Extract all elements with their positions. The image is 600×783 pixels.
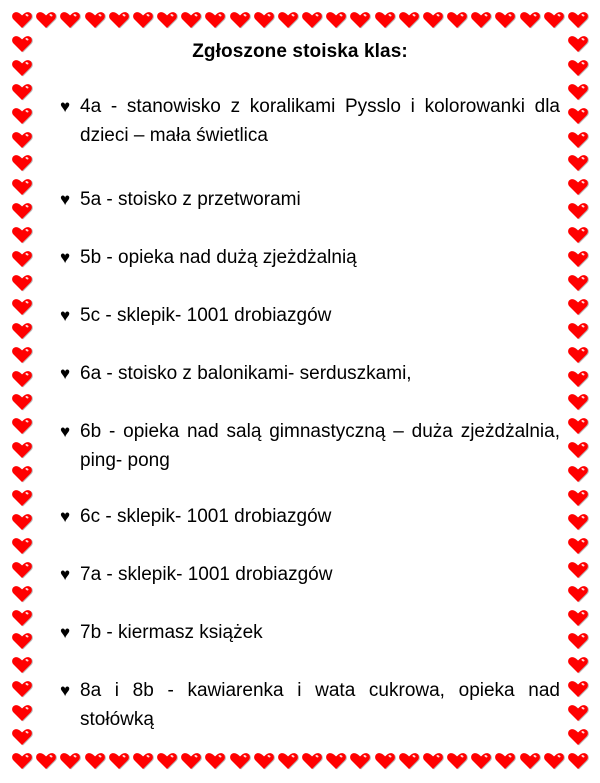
list-item-text: 6b - opieka nad salą gimnastyczną – duża zjeżdżalnia, ping- pong <box>80 421 560 471</box>
heart-icon <box>568 561 588 579</box>
heart-icon <box>326 752 346 770</box>
heart-icon <box>568 370 588 388</box>
heart-icon <box>447 752 467 770</box>
heart-bullet-icon: ♥ <box>60 364 71 383</box>
list-item-text: 6a - stoisko z balonikami- serduszkami, <box>80 363 412 384</box>
heart-icon <box>568 131 588 149</box>
heart-icon <box>568 83 588 101</box>
heart-bullet-icon: ♥ <box>60 681 71 700</box>
heart-icon <box>12 250 32 268</box>
heart-icon <box>12 585 32 603</box>
heart-icon <box>109 752 129 770</box>
heart-icon <box>109 11 129 29</box>
heart-icon <box>495 11 515 29</box>
heart-bullet-icon: ♥ <box>60 507 71 526</box>
heart-icon <box>423 11 443 29</box>
heart-icon <box>568 656 588 674</box>
heart-icon <box>423 752 443 770</box>
heart-bullet-icon: ♥ <box>60 565 71 584</box>
heart-icon <box>254 752 274 770</box>
heart-icon <box>568 704 588 722</box>
heart-icon <box>12 370 32 388</box>
heart-icon <box>471 11 491 29</box>
list-item-text: 7b - kiermasz książek <box>80 622 263 643</box>
heart-icon <box>375 752 395 770</box>
heart-icon <box>205 11 225 29</box>
heart-icon <box>278 11 298 29</box>
page-title: Zgłoszone stoiska klas: <box>192 41 408 62</box>
list-item-text: 5c - sklepik- 1001 drobiazgów <box>80 305 332 326</box>
heart-icon <box>375 11 395 29</box>
heart-icon <box>205 752 225 770</box>
heart-icon <box>568 585 588 603</box>
heart-icon <box>568 250 588 268</box>
heart-icon <box>12 11 32 29</box>
heart-icon <box>568 728 588 746</box>
heart-icon <box>133 11 153 29</box>
heart-icon <box>568 322 588 340</box>
heart-icon <box>12 154 32 172</box>
heart-icon <box>544 11 564 29</box>
heart-icon <box>12 346 32 364</box>
heart-icon <box>12 274 32 292</box>
heart-bullet-icon: ♥ <box>60 306 71 325</box>
heart-icon <box>12 322 32 340</box>
heart-icon <box>568 11 588 29</box>
list-item-text: 7a - sklepik- 1001 drobiazgów <box>80 564 333 585</box>
heart-icon <box>568 752 588 770</box>
heart-icon <box>12 680 32 698</box>
heart-icon <box>447 11 467 29</box>
heart-icon <box>326 11 346 29</box>
heart-bullet-icon: ♥ <box>60 422 71 441</box>
heart-icon <box>12 417 32 435</box>
heart-icon <box>568 202 588 220</box>
list-item <box>60 243 560 272</box>
heart-icon <box>12 656 32 674</box>
heart-icon <box>12 131 32 149</box>
heart-icon <box>12 632 32 650</box>
heart-icon <box>568 609 588 627</box>
heart-icon <box>12 489 32 507</box>
heart-icon <box>302 11 322 29</box>
heart-icon <box>12 704 32 722</box>
heart-icon <box>568 465 588 483</box>
heart-icon <box>12 561 32 579</box>
heart-icon <box>12 178 32 196</box>
heart-icon <box>12 609 32 627</box>
heart-icon <box>60 11 80 29</box>
heart-icon <box>254 11 274 29</box>
heart-icon <box>85 11 105 29</box>
heart-icon <box>350 11 370 29</box>
heart-icon <box>12 752 32 770</box>
heart-icon <box>133 752 153 770</box>
heart-icon <box>36 11 56 29</box>
heart-icon <box>12 107 32 125</box>
heart-icon <box>230 11 250 29</box>
heart-icon <box>181 752 201 770</box>
heart-icon <box>568 274 588 292</box>
list-item <box>60 618 560 647</box>
heart-icon <box>495 752 515 770</box>
heart-icon <box>12 537 32 555</box>
heart-icon <box>230 752 250 770</box>
heart-icon <box>302 752 322 770</box>
list-item-text: 4a - stanowisko z koralikami Pysslo i kolorowanki dla dzieci – mała świetlica <box>80 96 560 146</box>
list-item <box>60 560 560 589</box>
heart-icon <box>12 728 32 746</box>
heart-icon <box>60 752 80 770</box>
heart-bullet-icon: ♥ <box>60 623 71 642</box>
list-item-text: 8a i 8b - kawiarenka i wata cukrowa, opieka nad stołówką <box>80 680 560 730</box>
heart-icon <box>12 393 32 411</box>
list-item <box>60 301 560 330</box>
heart-icon <box>568 441 588 459</box>
list-item-text: 5b - opieka nad dużą zjeżdżalnią <box>80 247 357 268</box>
heart-icon <box>85 752 105 770</box>
heart-icon <box>399 752 419 770</box>
heart-icon <box>181 11 201 29</box>
heart-icon <box>12 83 32 101</box>
heart-icon <box>471 752 491 770</box>
heart-bullet-icon: ♥ <box>60 190 71 209</box>
heart-icon <box>157 752 177 770</box>
heart-icon <box>568 154 588 172</box>
heart-icon <box>568 680 588 698</box>
heart-icon <box>12 226 32 244</box>
heart-icon <box>568 107 588 125</box>
list-item <box>60 676 560 734</box>
list-item <box>60 417 560 475</box>
heart-icon <box>544 752 564 770</box>
heart-icon <box>12 441 32 459</box>
heart-bullet-icon: ♥ <box>60 248 71 267</box>
heart-icon <box>520 752 540 770</box>
heart-icon <box>12 513 32 531</box>
heart-icon <box>278 752 298 770</box>
heart-icon <box>36 752 56 770</box>
heart-icon <box>12 202 32 220</box>
heart-icon <box>568 632 588 650</box>
list-item <box>60 92 560 150</box>
heart-icon <box>12 465 32 483</box>
heart-icon <box>399 11 419 29</box>
heart-icon <box>568 393 588 411</box>
heart-icon <box>568 346 588 364</box>
heart-bullet-icon: ♥ <box>60 97 71 116</box>
heart-icon <box>568 226 588 244</box>
heart-icon <box>350 752 370 770</box>
heart-icon <box>520 11 540 29</box>
list-item <box>60 502 560 531</box>
heart-icon <box>568 178 588 196</box>
heart-icon <box>157 11 177 29</box>
heart-icon <box>12 298 32 316</box>
heart-icon <box>568 298 588 316</box>
list-item <box>60 359 560 388</box>
list-item-text: 6c - sklepik- 1001 drobiazgów <box>80 506 332 527</box>
heart-icon <box>568 513 588 531</box>
list-item <box>60 185 560 214</box>
heart-icon <box>568 489 588 507</box>
list-item-text: 5a - stoisko z przetworami <box>80 189 301 210</box>
heart-icon <box>568 417 588 435</box>
heart-icon <box>568 537 588 555</box>
